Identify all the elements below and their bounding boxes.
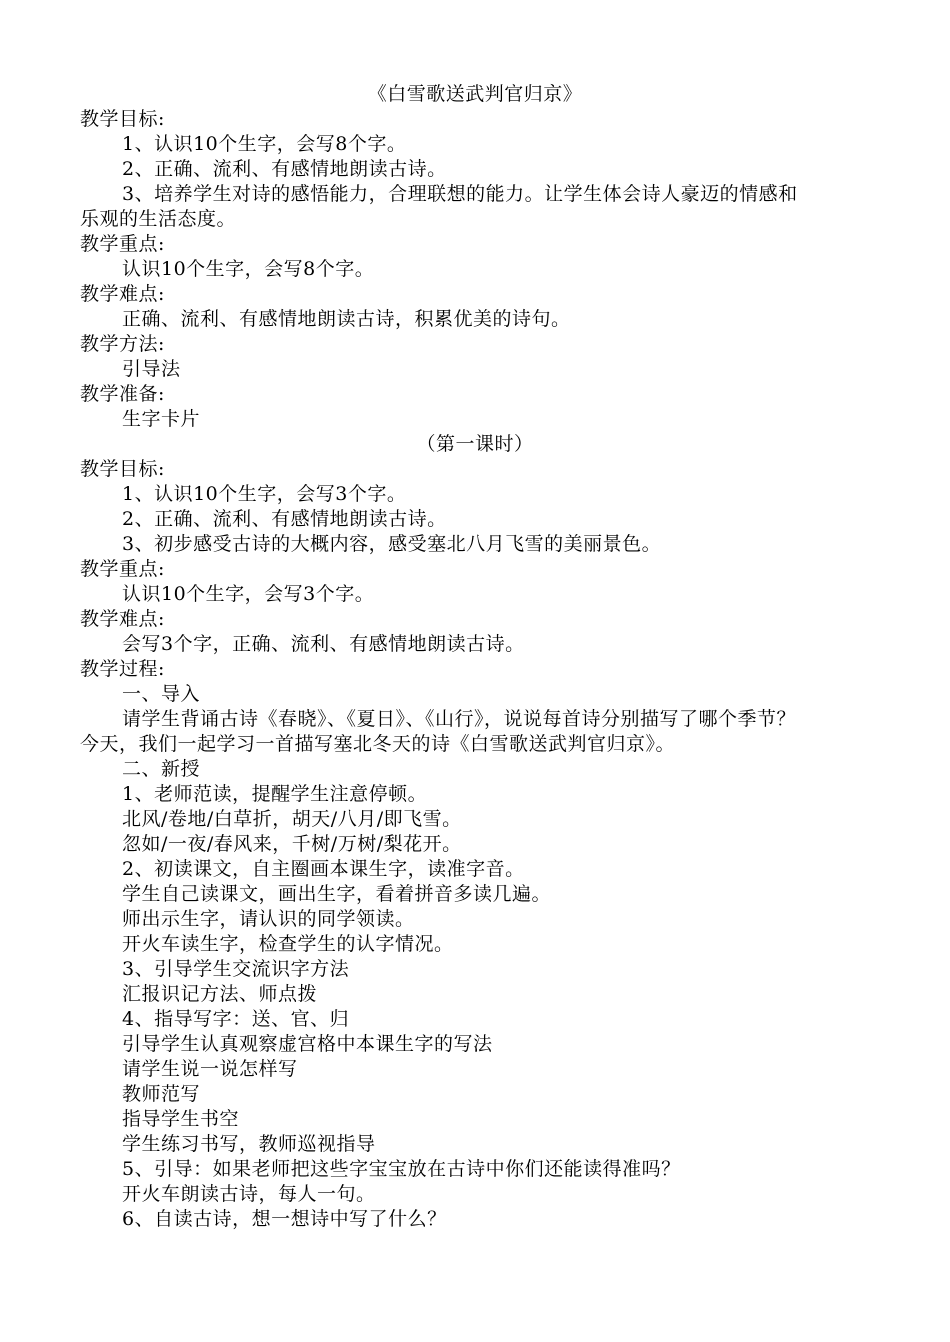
lesson1-goal-item: 1、认识10个生字，会写3个字。 [122,483,407,505]
process-line: 3、引导学生交流识字方法 [122,958,350,980]
process-line: 引导学生认真观察虚宫格中本课生字的写法 [122,1033,493,1055]
process-line: 学生练习书写，教师巡视指导 [122,1133,376,1155]
process-line: 指导学生书空 [122,1108,240,1130]
lesson1-key-text: 认识10个生字，会写3个字。 [122,583,375,605]
poem-line: 北风/卷地/白草折，胡天/八月/即飞雪。 [122,808,462,830]
lesson1-process-heading: 教学过程: [80,658,165,680]
lesson1-goals-heading: 教学目标: [80,458,165,480]
process-step-intro: 一、导入 [122,683,201,705]
process-line: 开火车朗读古诗，每人一句。 [122,1183,376,1205]
process-line: 4、指导写字：送、官、归 [122,1008,350,1030]
process-line: 教师范写 [122,1083,201,1105]
process-line: 开火车读生字，检查学生的认字情况。 [122,933,454,955]
lesson1-goal-item: 3、初步感受古诗的大概内容，感受塞北八月飞雪的美丽景色。 [122,533,662,555]
lesson1-key-heading: 教学重点: [80,558,165,580]
lesson1-heading: （第一课时） [416,433,534,455]
process-line: 汇报识记方法、师点拨 [122,983,318,1005]
lesson1-difficulty-text: 会写3个字，正确、流利、有感情地朗读古诗。 [122,633,525,655]
intro-goal-item-continued: 乐观的生活态度。 [80,208,237,230]
intro-goals-heading: 教学目标: [80,108,165,130]
intro-goal-item: 2、正确、流利、有感情地朗读古诗。 [122,158,447,180]
process-line: 2、初读课文，自主圈画本课生字，读准字音。 [122,858,525,880]
intro-key-heading: 教学重点: [80,233,165,255]
process-line: 1、老师范读，提醒学生注意停顿。 [122,783,428,805]
intro-key-text: 认识10个生字，会写8个字。 [122,258,375,280]
process-line: 请学生背诵古诗《春晓》、《夏日》、《山行》，说说每首诗分别描写了哪个季节？ [122,708,797,730]
process-line-continued: 今天，我们一起学习一首描写塞北冬天的诗《白雪歌送武判官归京》。 [80,733,676,755]
process-line: 师出示生字，请认识的同学领读。 [122,908,415,930]
intro-difficulty-text: 正确、流利、有感情地朗读古诗，积累优美的诗句。 [122,308,571,330]
process-step-new: 二、新授 [122,758,201,780]
lesson1-difficulty-heading: 教学难点: [80,608,165,630]
intro-method-heading: 教学方法: [80,333,165,355]
intro-prep-text: 生字卡片 [122,408,201,430]
intro-prep-heading: 教学准备: [80,383,165,405]
process-line: 5、引导：如果老师把这些字宝宝放在古诗中你们还能读得准吗？ [122,1158,681,1180]
lesson1-goal-item: 2、正确、流利、有感情地朗读古诗。 [122,508,447,530]
intro-goal-item: 1、认识10个生字，会写8个字。 [122,133,407,155]
intro-method-text: 引导法 [122,358,181,380]
document-title: 《白雪歌送武判官归京》 [367,83,583,105]
process-line: 请学生说一说怎样写 [122,1058,298,1080]
intro-difficulty-heading: 教学难点: [80,283,165,305]
intro-goal-item: 3、培养学生对诗的感悟能力，合理联想的能力。让学生体会诗人豪迈的情感和 [122,183,798,205]
process-line: 学生自己读课文，画出生字，看着拼音多读几遍。 [122,883,552,905]
poem-line: 忽如/一夜/春风来，千树/万树/梨花开。 [122,833,462,855]
process-line: 6、自读古诗，想一想诗中写了什么？ [122,1208,447,1230]
